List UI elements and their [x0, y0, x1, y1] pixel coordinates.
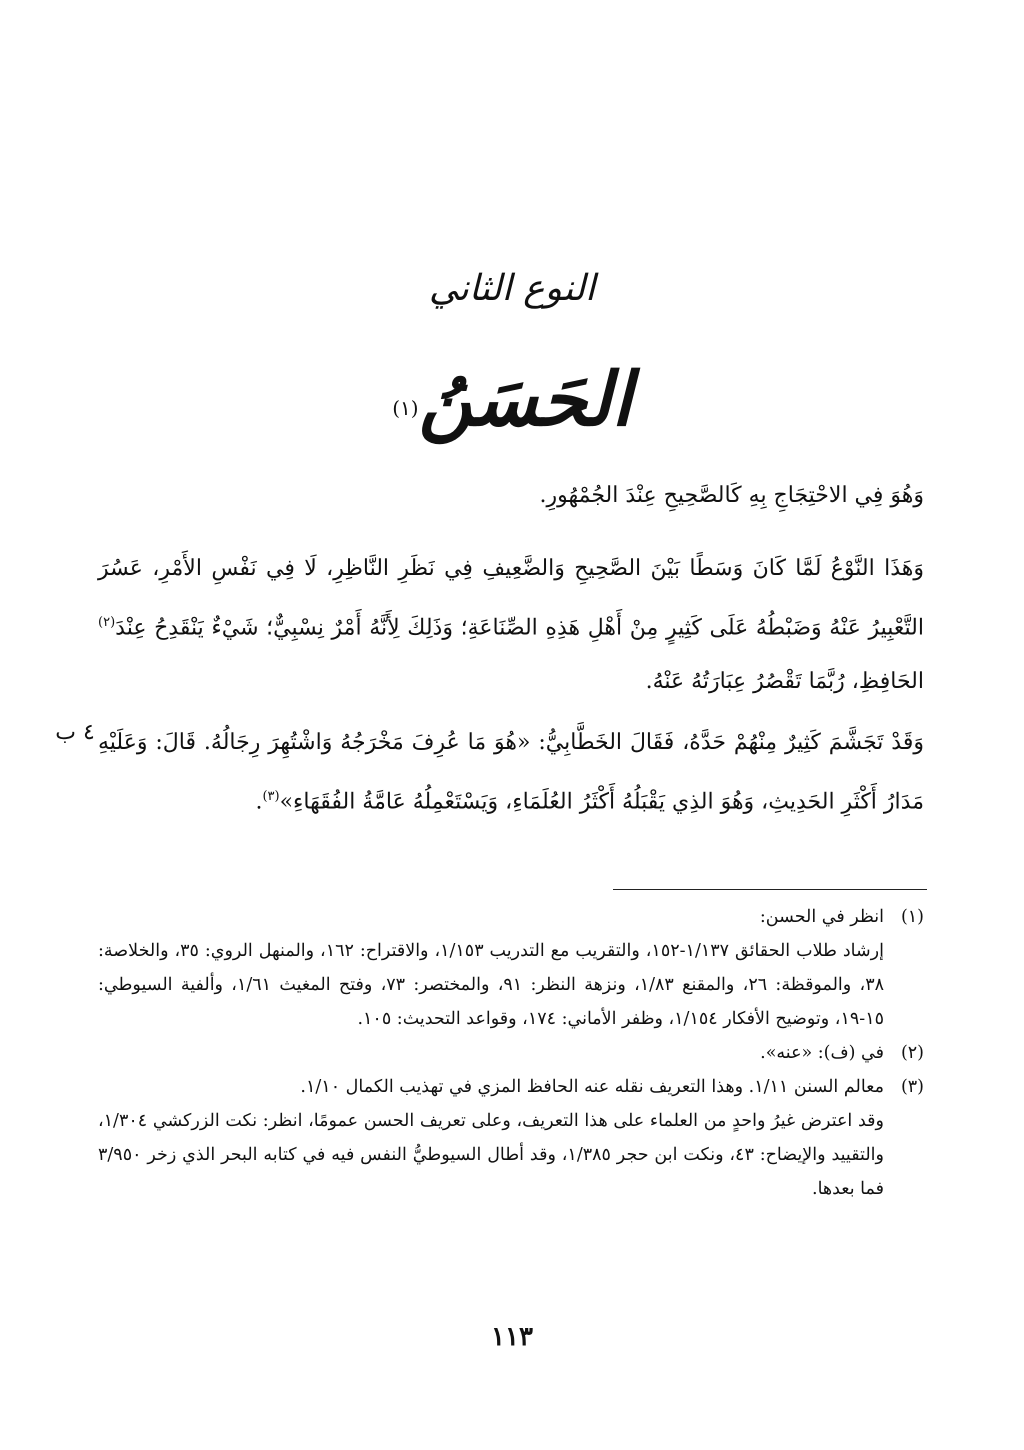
manuscript-folio-marker: ٤ ب	[55, 720, 95, 745]
footnote-1	[98, 900, 924, 1036]
footnote-line: وقد اعترض غيرُ واحدٍ من العلماء على هذا التعريف، وعلى تعريف الحسن عمومًا، انظر: نكت الزركشي ١/٣٠٤، والتقييد والإيضاح: ٤٣، ونكت ابن حجر ١/٣٨٥، وقد أطال السيوطيُّ النفس فيه في كتابه البحر الذي زخر ٣/٩٥٠ فما بعدها.	[98, 1111, 884, 1199]
chapter-label: النوع الثاني	[428, 268, 596, 309]
paragraph-3-text-a: وَقَدْ تَجَشَّمَ كَثِيرٌ مِنْهُمْ حَدَّهُ، فَقَالَ الخَطَّابِيُّ: «هُوَ مَا عُرِفَ مَخْرَجُهُ وَاشْتُهِرَ رِجَالُهُ. قَالَ: وَعَلَيْهِ مَدَارُ أَكْثَرِ الحَدِيثِ، وَهُوَ الذِي يَقْبَلُهُ أَكْثَرُ العُلَمَاءِ، وَيَسْتَعْمِلُهُ عَامَّةُ الفُقَهَاءِ»	[98, 730, 924, 815]
paragraph-2	[98, 542, 924, 709]
footnote-text	[98, 900, 884, 1036]
chapter-title-text: الحَسَنُ	[418, 357, 632, 443]
footnote-number: (٣)	[900, 1077, 924, 1097]
paragraph-3	[98, 716, 924, 829]
chapter-title	[0, 350, 1024, 450]
paragraph-1: وَهُوَ فِي الاحْتِجَاجِ بِهِ كَالصَّحِيحِ عِنْدَ الجُمْهُورِ.	[539, 483, 924, 508]
title-footnote-ref: (١)	[392, 396, 419, 420]
footnote-text	[98, 1036, 884, 1070]
footnote-number: (١)	[900, 907, 924, 927]
footnotes	[98, 900, 924, 1206]
page-number: ١١٣	[491, 1322, 533, 1352]
paragraph-2-text-b: الحَافِظِ، رُبَّمَا تَقْصُرُ عِبَارَتُهُ عَنْهُ.	[645, 669, 924, 695]
footnote-line: معالم السنن ١/١١. وهذا التعريف نقله عنه الحافظ المزي في تهذيب الكمال ١/١٠.	[300, 1077, 884, 1097]
footnote-3	[98, 1070, 924, 1206]
footnote-line: انظر في الحسن:	[759, 907, 884, 927]
footnote-text	[98, 1070, 884, 1206]
footnote-2	[98, 1036, 924, 1070]
footnote-number: (٢)	[900, 1043, 924, 1063]
paragraph-3-text-b: .	[255, 789, 263, 815]
footnote-line: في (ف): «عنه».	[760, 1043, 884, 1063]
footnote-separator	[613, 889, 927, 890]
footnote-ref-2: (٢)	[98, 615, 116, 630]
footnote-ref-3: (٣)	[262, 789, 280, 804]
footnote-line: إرشاد طلاب الحقائق ١/١٣٧-١٥٢، والتقريب مع التدريب ١/١٥٣، والاقتراح: ١٦٢، والمنهل الروي: ٣٥، والخلاصة: ٣٨، والموقظة: ٢٦، والمقنع ١/٨٣، ونزهة النظر: ٩١، والمختصر: ٧٣، وفتح المغيث ١/٦١، وألفية السيوطي: ١٥-١٩، وتوضيح الأفكار ١/١٥٤، وظفر الأماني: ١٧٤، وقواعد التحديث: ١٠٥.	[98, 941, 884, 1029]
paragraph-2-text-a: وَهَذَا النَّوْعُ لَمَّا كَانَ وَسَطًا بَيْنَ الصَّحِيحِ وَالضَّعِيفِ فِي نَظَرِ النَّاظِرِ، لَا فِي نَفْسِ الأَمْرِ، عَسُرَ التَّعْبِيرُ عَنْهُ وَضَبْطُهُ عَلَى كَثِيرٍ مِنْ أَهْلِ هَذِهِ الصِّنَاعَةِ؛ وَذَلِكَ لِأَنَّهُ أَمْرٌ نِسْبِيٌّ؛ شَيْءٌ يَنْقَدِحُ عِنْدَ	[98, 556, 925, 641]
